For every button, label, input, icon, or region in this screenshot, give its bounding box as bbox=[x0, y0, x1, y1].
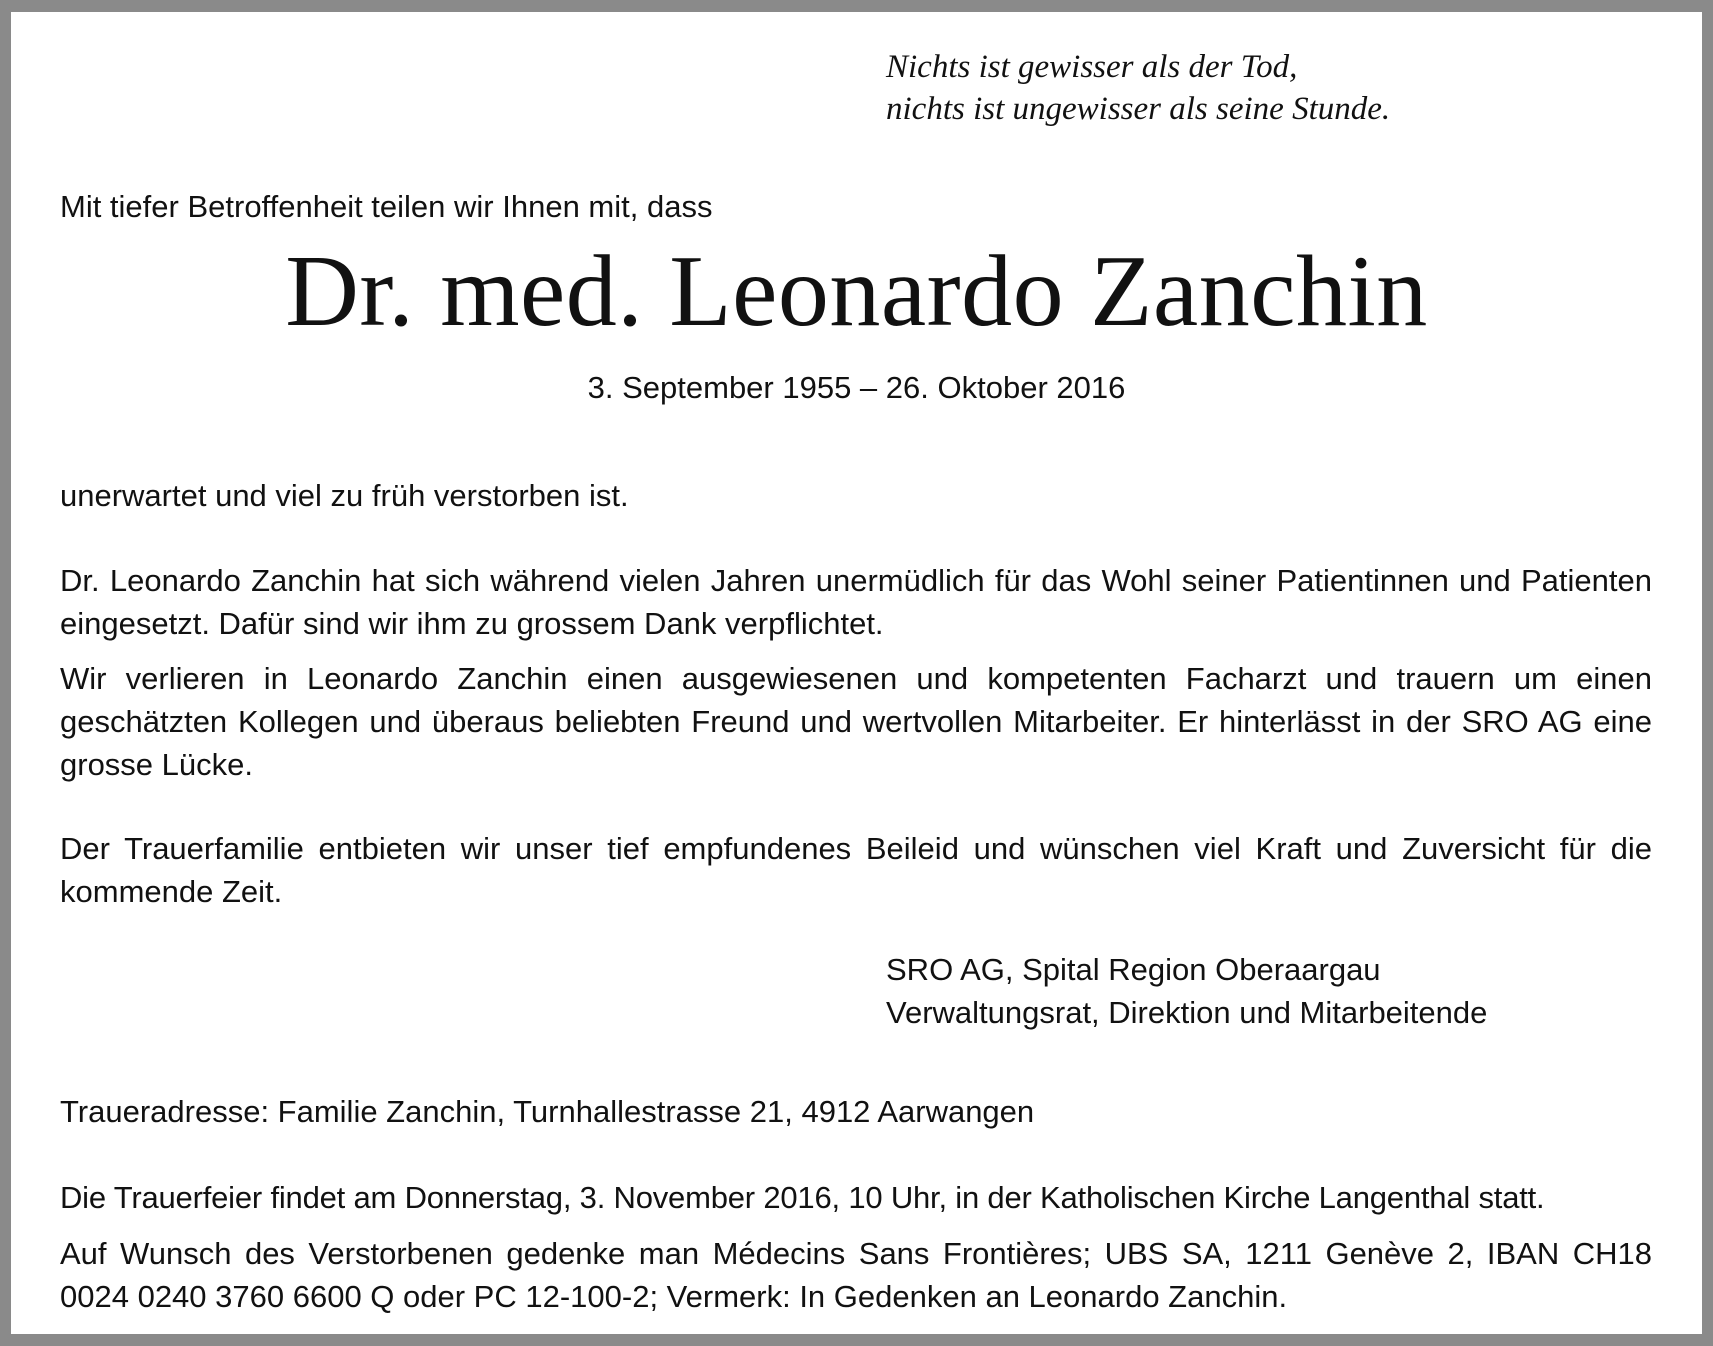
motto-quote bbox=[886, 46, 1390, 130]
ceremony-info: Die Trauerfeier findet am Donnerstag, 3. November 2016, 10 Uhr, in der Katholischen Kirche Langenthal statt. bbox=[60, 1180, 1545, 1215]
paragraph-loss: Wir verlieren in Leonardo Zanchin einen ausgewiesenen und kompetenten Facharzt und trauern um einen geschätzten Kollegen und überaus beliebten Freund und wertvollen Mitarbeiter. Er hinterlässt in der SRO AG eine grosse Lücke. bbox=[60, 661, 1652, 782]
paragraph-merits: Dr. Leonardo Zanchin hat sich während vielen Jahren unermüdlich für das Wohl seiner Patientinnen und Patienten eingesetzt. Dafür sind wir ihm zu grossem Dank verpflichtet. bbox=[60, 563, 1652, 641]
signature-line-1: SRO AG, Spital Region Oberaargau bbox=[886, 952, 1381, 987]
motto-line-1: Nichts ist gewisser als der Tod, bbox=[886, 49, 1298, 85]
donation-info: Auf Wunsch des Verstorbenen gedenke man Médecins Sans Frontières; UBS SA, 1211 Genève 2, IBAN CH18 0024 0240 3760 6600 Q oder PC 12-100-2; Vermerk: In Gedenken an Leonardo Zanchin. bbox=[60, 1236, 1652, 1314]
deceased-name: Dr. med. Leonardo Zanchin bbox=[285, 235, 1428, 348]
obituary-notice bbox=[11, 12, 1702, 1334]
mourning-address: Traueradresse: Familie Zanchin, Turnhallestrasse 21, 4912 Aarwangen bbox=[60, 1094, 1035, 1129]
life-dates: 3. September 1955 – 26. Oktober 2016 bbox=[587, 370, 1126, 405]
after-name-text: unerwartet und viel zu früh verstorben ist. bbox=[60, 478, 629, 513]
intro-text: Mit tiefer Betroffenheit teilen wir Ihnen mit, dass bbox=[60, 189, 713, 224]
motto-line-2: nichts ist ungewisser als seine Stunde. bbox=[886, 91, 1391, 127]
signature-line-2: Verwaltungsrat, Direktion und Mitarbeitende bbox=[886, 995, 1488, 1030]
signature-block bbox=[886, 948, 1487, 1034]
paragraph-condolence: Der Trauerfamilie entbieten wir unser tief empfundenes Beileid und wünschen viel Kraft und Zuversicht für die kommende Zeit. bbox=[60, 831, 1652, 909]
